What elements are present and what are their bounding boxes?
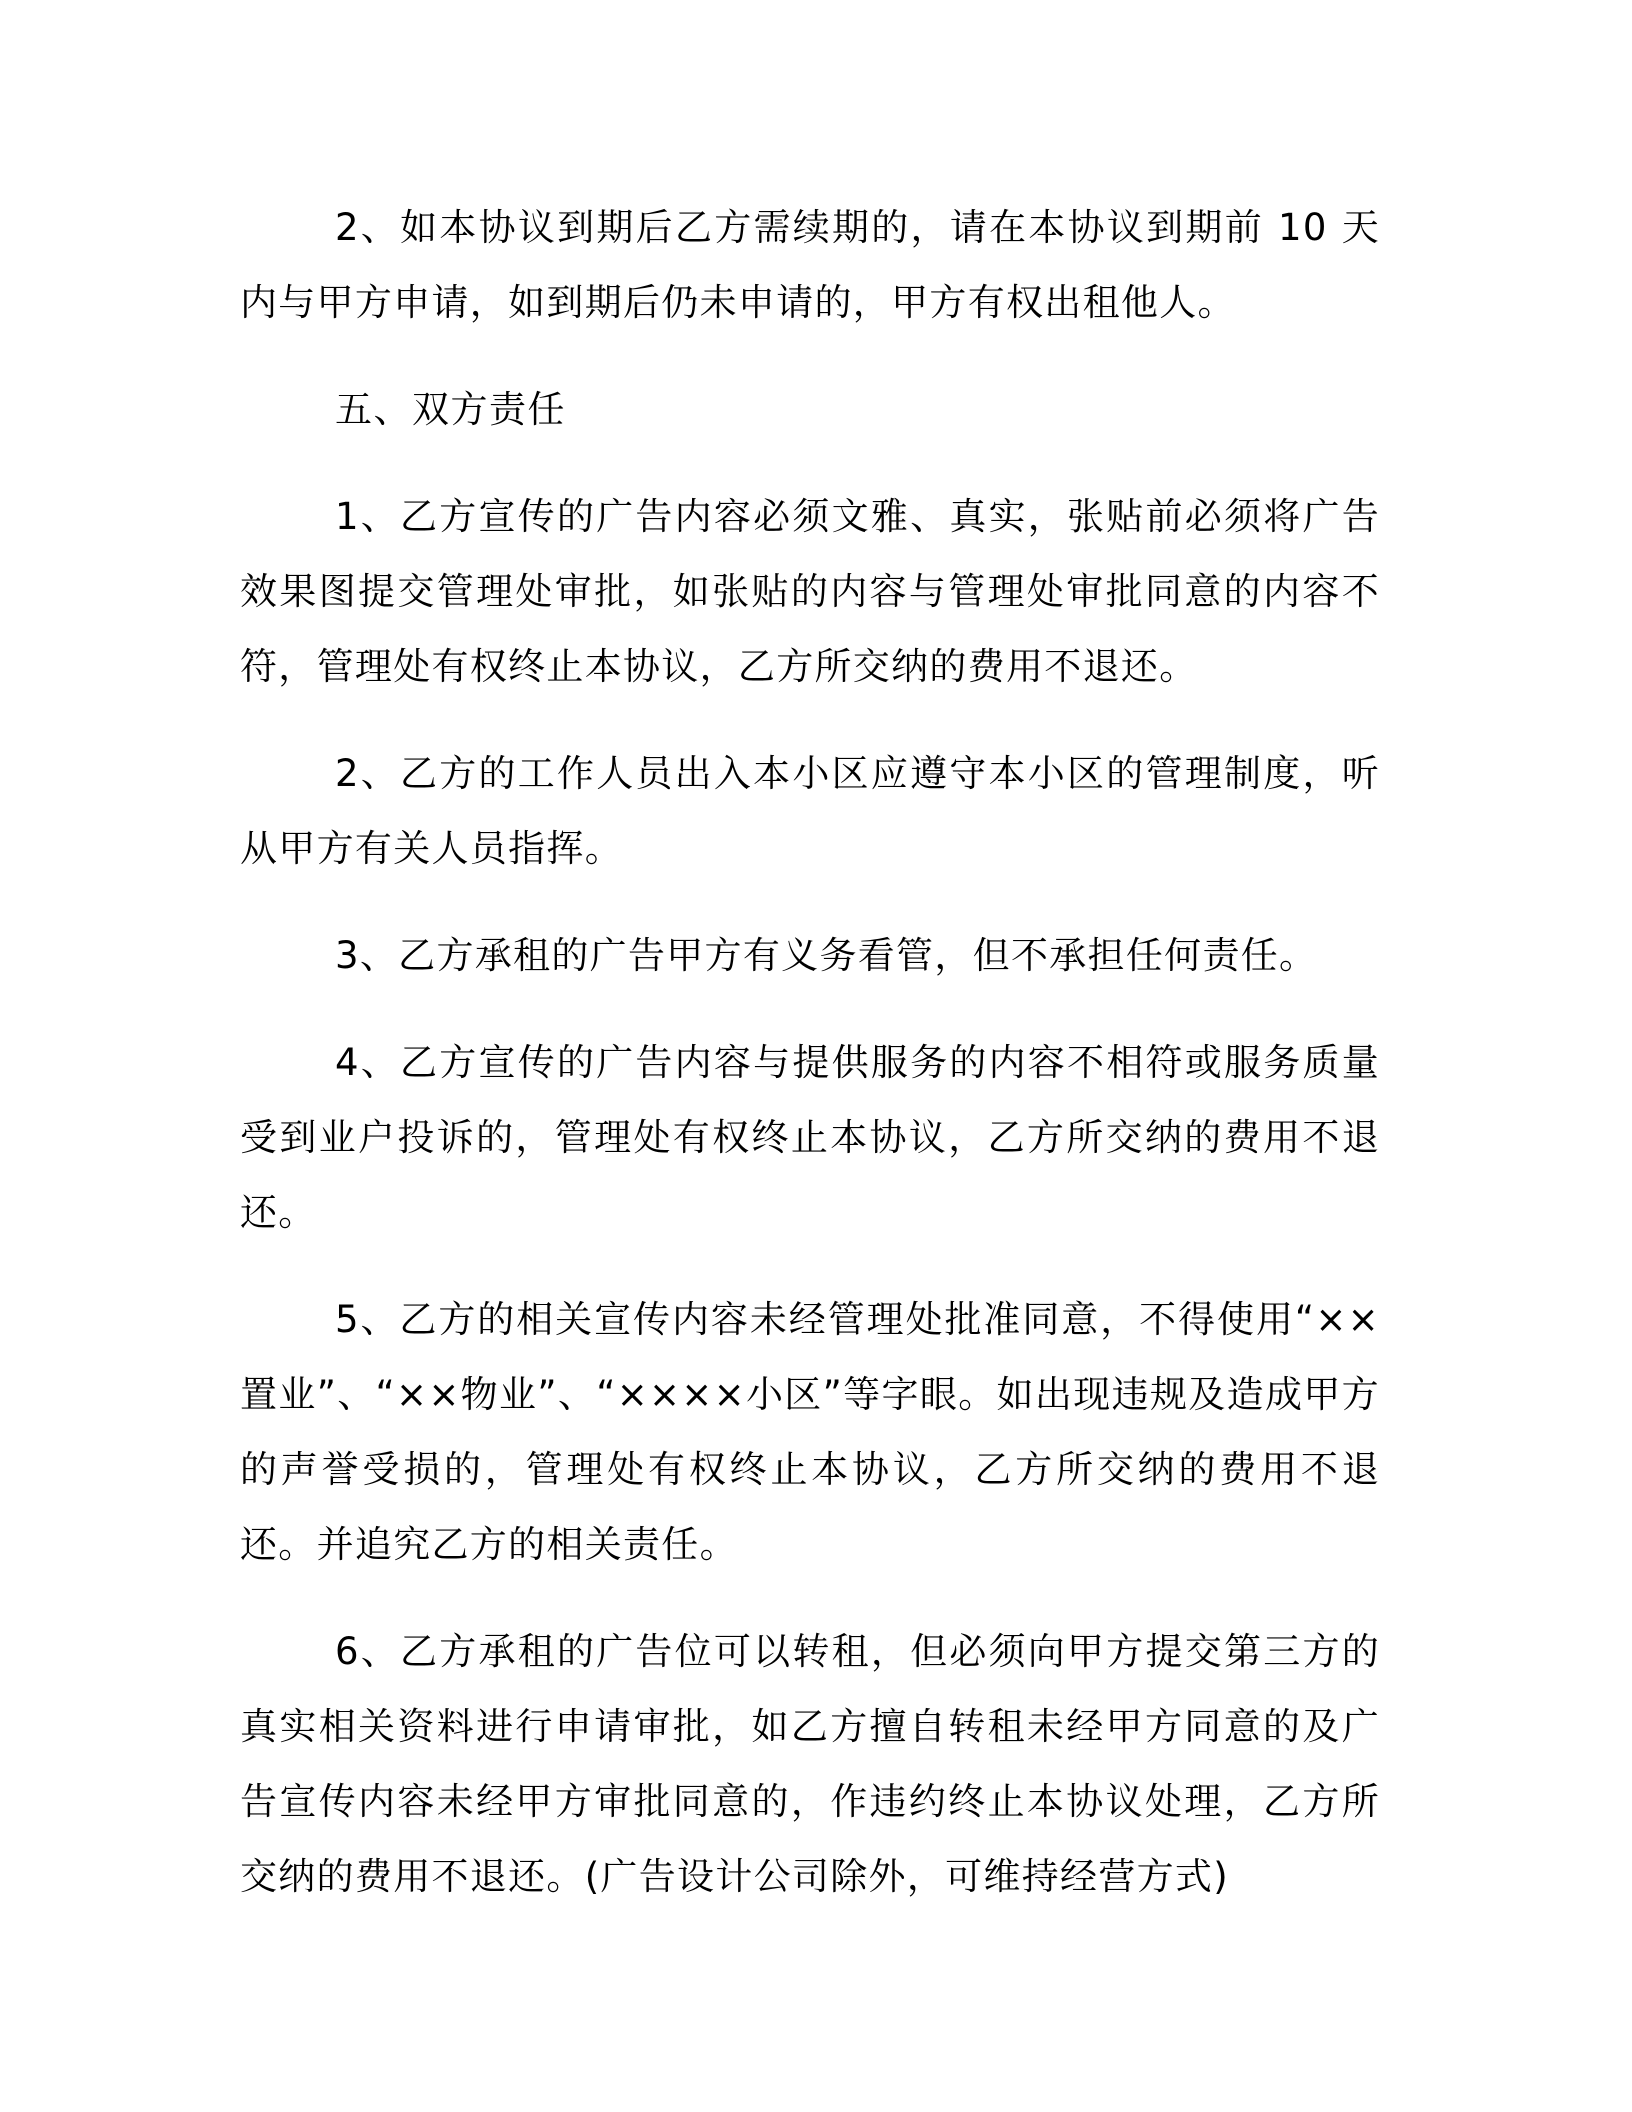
paragraph-clause-6: 6、乙方承租的广告位可以转租，但必须向甲方提交第三方的真实相关资料进行申请审批，如乙方擅自转租未经甲方同意的及广告宣传内容未经甲方审批同意的，作违约终止本协议处理，乙方所交纳的费用不退还。(广告设计公司除外，可维持经营方式) xyxy=(240,1630,1380,1898)
paragraph-clause-4: 4、乙方宣传的广告内容与提供服务的内容不相符或服务质量受到业户投诉的，管理处有权终止本协议，乙方所交纳的费用不退还。 xyxy=(240,1041,1380,1234)
paragraph-clause-2: 2、乙方的工作人员出入本小区应遵守本小区的管理制度，听从甲方有关人员指挥。 xyxy=(240,752,1380,870)
section-heading-responsibilities: 五、双方责任 xyxy=(335,388,566,431)
paragraph-clause-3: 3、乙方承租的广告甲方有义务看管，但不承担任何责任。 xyxy=(335,934,1318,977)
document-body xyxy=(240,190,1380,1914)
paragraph-clause-1: 1、乙方宣传的广告内容必须文雅、真实，张贴前必须将广告效果图提交管理处审批，如张贴的内容与管理处审批同意的内容不符，管理处有权终止本协议，乙方所交纳的费用不退还。 xyxy=(240,495,1380,688)
paragraph-renewal: 2、如本协议到期后乙方需续期的，请在本协议到期前 10 天内与甲方申请，如到期后仍未申请的，甲方有权出租他人。 xyxy=(240,206,1380,324)
paragraph-clause-5: 5、乙方的相关宣传内容未经管理处批准同意，不得使用“××置业”、“××物业”、“××××小区”等字眼。如出现违规及造成甲方的声誉受损的，管理处有权终止本协议，乙方所交纳的费用不退还。并追究乙方的相关责任。 xyxy=(240,1298,1380,1566)
